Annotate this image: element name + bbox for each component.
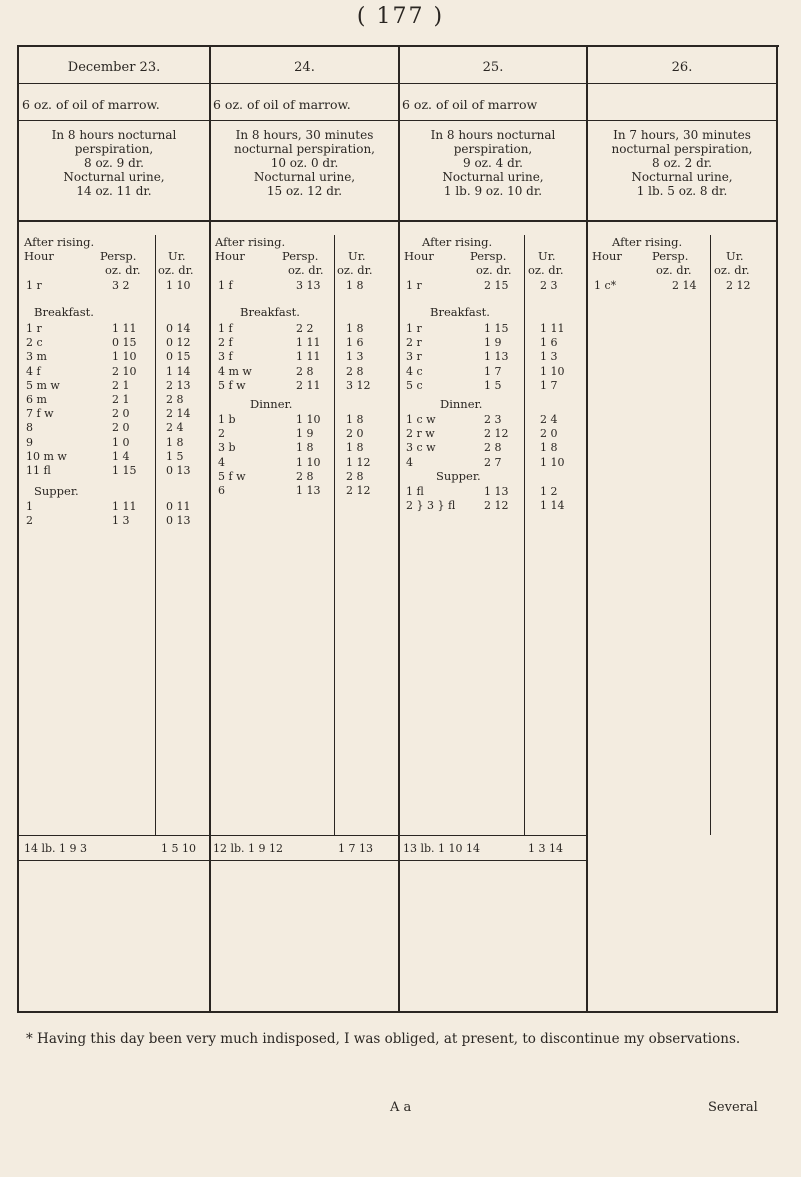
ur-cell: 1 7 [540, 378, 558, 392]
persp-cell: 0 15 [112, 336, 137, 350]
col2-date: 24. [294, 60, 315, 75]
hour-cell: 3 m [26, 350, 47, 364]
col2-hour-label: Hour [215, 249, 245, 263]
col3-hour-label: Hour [404, 249, 434, 263]
hour-cell: 4 m w [218, 364, 252, 378]
col3-nocturnal-line: In 8 hours nocturnal [430, 128, 556, 142]
hour-cell: 4 c [406, 364, 423, 378]
col3-ozdr-label: oz. dr. [476, 263, 512, 277]
ur-cell: 2 14 [166, 407, 191, 421]
col1-nocturnal-line: 14 oz. 11 dr. [76, 184, 152, 198]
col3-rising-ur: 2 3 [540, 279, 558, 292]
ur-cell: 2 8 [346, 364, 364, 378]
col2-after-rising: After rising. [215, 235, 286, 249]
col2-nocturnal-line: 10 oz. 0 dr. [270, 156, 339, 170]
hour-cell: 6 [218, 484, 225, 497]
hour-cell: 1 r [26, 322, 42, 335]
ur-cell: 1 8 [540, 441, 558, 455]
persp-cell: 1 11 [112, 322, 137, 335]
ur-cell: 2 4 [166, 421, 184, 435]
col2-ozdr-label: oz. dr. [288, 263, 324, 277]
hour-cell: 4 [406, 455, 413, 469]
col2-oil: 6 oz. of oil of marrow. [213, 97, 351, 112]
ur-cell: 2 13 [166, 378, 191, 392]
persp-cell: 2 0 [112, 407, 130, 421]
hour-cell: 2 [218, 427, 225, 441]
persp-cell: 2 8 [296, 469, 314, 483]
persp-cell: 1 0 [112, 435, 130, 449]
hour-cell: 10 m w [26, 449, 67, 463]
ur-cell: 1 14 [540, 499, 565, 513]
col2-rising-ur: 1 8 [346, 279, 364, 292]
persp-cell: 1 15 [112, 464, 137, 477]
ur-cell: 1 2 [540, 485, 558, 498]
col1-total-ur: 1 5 10 [161, 842, 196, 855]
ur-cell: 0 14 [166, 322, 191, 335]
col3-total-ur: 1 3 14 [528, 842, 563, 855]
ur-divider-4 [710, 235, 711, 835]
signature-mark: A a [390, 1100, 412, 1115]
hour-cell: 1 fl [406, 485, 424, 498]
ur-cell: 1 6 [346, 336, 364, 350]
nocturnal-row-separator [17, 220, 777, 222]
ur-cell: 1 11 [540, 322, 565, 335]
persp-cell: 2 12 [484, 499, 509, 513]
col4-date: 26. [671, 60, 693, 75]
ur-cell: 0 12 [166, 336, 191, 350]
persp-cell: 1 9 [296, 427, 314, 441]
col3-rising-hour: 1 r [406, 279, 422, 292]
ur-divider-1 [155, 235, 156, 835]
ur-cell: 0 13 [166, 464, 191, 477]
col2-ur-label: Ur. [348, 249, 366, 263]
col4-nocturnal-line: Nocturnal urine, [631, 170, 733, 184]
col4-rising-ur: 2 12 [726, 279, 751, 292]
ur-cell: 2 4 [540, 413, 558, 426]
ur-cell: 1 10 [540, 455, 565, 469]
hour-cell: 1 r [406, 322, 422, 335]
persp-cell: 1 13 [484, 485, 509, 498]
persp-cell: 2 11 [296, 378, 321, 392]
oil-row-separator [17, 120, 777, 121]
col4-ur-label: Ur. [726, 249, 744, 263]
hour-cell: 5 m w [26, 378, 60, 392]
col1-ur-ozdr-label: oz. dr. [158, 263, 194, 277]
hour-cell: 7 f w [26, 407, 54, 421]
col2-rising-hour: 1 f [218, 279, 233, 292]
ur-cell: 1 12 [346, 455, 371, 469]
hour-cell: 5 f w [218, 469, 246, 483]
persp-cell: 1 10 [296, 455, 321, 469]
hour-cell: 1 c w [406, 413, 436, 426]
ur-cell: 1 6 [540, 336, 558, 350]
persp-cell: 2 8 [296, 364, 314, 378]
ur-cell: 1 5 [166, 449, 184, 463]
col3-nocturnal-line: 1 lb. 9 oz. 10 dr. [443, 184, 543, 198]
col3-ur-label: Ur. [538, 249, 556, 263]
hour-cell: 2 c [26, 336, 43, 350]
col2-rising-persp: 3 13 [296, 279, 321, 292]
hour-cell: 3 r [406, 350, 422, 364]
col1-hour-label: Hour [24, 249, 54, 263]
persp-cell: 1 11 [112, 500, 137, 513]
col1-oil: 6 oz. of oil of marrow. [22, 97, 160, 112]
persp-cell: 1 7 [484, 364, 502, 378]
persp-cell: 1 13 [296, 484, 321, 497]
hour-cell: 8 [26, 421, 33, 435]
col3-nocturnal-line: perspiration, [453, 142, 533, 156]
hour-cell: 1 [26, 500, 33, 513]
persp-cell: 2 1 [112, 393, 130, 406]
persp-cell: 2 0 [112, 421, 130, 435]
persp-cell: 2 7 [484, 455, 502, 469]
hour-cell: 1 b [218, 413, 236, 426]
ur-cell: 1 3 [540, 350, 558, 364]
ur-cell: 1 8 [346, 413, 364, 426]
persp-cell: 1 10 [112, 350, 137, 364]
col1-nocturnal-line: In 8 hours nocturnal [51, 128, 177, 142]
col3-nocturnal-line: Nocturnal urine, [442, 170, 544, 184]
col3-total-persp: 13 lb. 1 10 14 [403, 842, 481, 855]
persp-cell: 1 9 [484, 336, 502, 350]
hour-cell: 11 fl [26, 464, 51, 477]
col2-total-ur: 1 7 13 [338, 842, 373, 855]
col1-rising-hour: 1 r [26, 279, 42, 292]
persp-cell: 2 1 [112, 378, 130, 392]
col4-nocturnal-line: 8 oz. 2 dr. [652, 156, 712, 170]
persp-cell: 2 10 [112, 364, 137, 378]
col2-ur-ozdr-label: oz. dr. [337, 263, 373, 277]
col3-date: 25. [482, 60, 504, 75]
col3-rising-persp: 2 15 [484, 279, 509, 292]
ur-cell: 1 3 [346, 350, 364, 364]
ur-cell: 1 8 [346, 322, 364, 335]
persp-cell: 1 4 [112, 449, 130, 463]
hour-cell: 6 m [26, 393, 47, 406]
col1-persp-label: Persp. [100, 249, 137, 263]
col3-oil: 6 oz. of oil of marrow [402, 97, 538, 112]
ur-cell: 2 0 [540, 427, 558, 441]
col2-dinner: Dinner. [250, 397, 293, 411]
col3-after-rising: After rising. [422, 235, 493, 249]
col2-nocturnal-line: 15 oz. 12 dr. [266, 184, 343, 198]
col1-breakfast: Breakfast. [34, 305, 94, 319]
hour-cell: 3 b [218, 441, 236, 455]
col1-total-persp: 14 lb. 1 9 3 [24, 842, 88, 855]
persp-cell: 1 15 [484, 322, 509, 335]
col4-persp-label: Persp. [652, 249, 689, 263]
col1-rising-persp: 3 2 [112, 279, 130, 292]
hour-cell: 3 c w [406, 441, 436, 455]
col4-ur-ozdr-label: oz. dr. [714, 263, 750, 277]
table-right-border [776, 45, 778, 1013]
ur-cell: 1 8 [166, 435, 184, 449]
col2-nocturnal-line: Nocturnal urine, [253, 170, 356, 184]
ur-cell: 1 14 [166, 364, 191, 378]
hour-cell: 2 f [218, 336, 233, 350]
col2-persp-label: Persp. [282, 249, 319, 263]
col1-after-rising: After rising. [24, 235, 95, 249]
ur-cell: 2 8 [166, 393, 184, 406]
col1-date: December 23. [67, 60, 161, 75]
col4-rising-hour: 1 c* [594, 279, 617, 292]
col1-ur-label: Ur. [168, 249, 186, 263]
persp-cell: 2 8 [484, 441, 502, 455]
col1-nocturnal-line: Nocturnal urine, [63, 170, 165, 184]
col4-rising-persp: 2 14 [672, 279, 697, 292]
hour-cell: 5 f w [218, 378, 246, 392]
col3-ur-ozdr-label: oz. dr. [528, 263, 564, 277]
col4-nocturnal-line: 1 lb. 5 oz. 8 dr. [636, 184, 728, 198]
persp-cell: 1 11 [296, 350, 321, 364]
col3-breakfast: Breakfast. [430, 305, 490, 319]
date-row-separator [17, 83, 777, 84]
hour-cell: 2 r w [406, 427, 435, 441]
col4-nocturnal-line: nocturnal perspiration, [611, 142, 753, 156]
hour-cell: 4 [218, 455, 225, 469]
persp-cell: 1 10 [296, 413, 321, 426]
hour-cell: 3 f [218, 350, 233, 364]
col3-persp-label: Persp. [470, 249, 507, 263]
hour-cell: 2 } 3 } fl [406, 499, 456, 513]
totals-bottom-line [17, 860, 587, 861]
hour-cell: 1 f [218, 322, 233, 335]
ur-cell: 2 0 [346, 427, 364, 441]
hour-cell: 2 r [406, 336, 422, 350]
ur-cell: 0 11 [166, 500, 191, 513]
persp-cell: 2 3 [484, 413, 502, 426]
col4-ozdr-label: oz. dr. [656, 263, 692, 277]
col1-nocturnal-line: perspiration, [74, 142, 154, 156]
hour-cell: 2 [26, 514, 33, 528]
col1-ozdr-label: oz. dr. [105, 263, 141, 277]
col1-supper: Supper. [34, 484, 79, 498]
ur-cell: 2 12 [346, 484, 371, 497]
col1-rising-ur: 1 10 [166, 279, 191, 292]
col4-nocturnal-line: In 7 hours, 30 minutes [613, 128, 751, 142]
ur-divider-2 [334, 235, 335, 835]
hour-cell: 9 [26, 435, 33, 449]
page-number: ( 177 ) [356, 4, 445, 29]
col3-nocturnal-line: 9 oz. 4 dr. [463, 156, 523, 170]
col4-hour-label: Hour [592, 249, 622, 263]
ur-cell: 2 8 [346, 469, 364, 483]
ur-cell: 0 13 [166, 514, 191, 528]
persp-cell: 1 8 [296, 441, 314, 455]
col2-nocturnal-line: In 8 hours, 30 minutes [235, 128, 374, 142]
persp-cell: 2 12 [484, 427, 509, 441]
col2-breakfast: Breakfast. [240, 305, 300, 319]
ur-cell: 1 10 [540, 364, 565, 378]
persp-cell: 1 3 [112, 514, 130, 528]
col2-total-persp: 12 lb. 1 9 12 [213, 842, 284, 855]
ur-cell: 1 8 [346, 441, 364, 455]
persp-cell: 1 13 [484, 350, 509, 364]
col4-after-rising: After rising. [612, 235, 683, 249]
ur-divider-3 [524, 235, 525, 835]
hour-cell: 5 c [406, 378, 423, 392]
footnote: * Having this day been very much indisposed, I was obliged, at present, to discontinue my observations. [26, 1031, 741, 1047]
catchword: Several [708, 1100, 758, 1115]
persp-cell: 1 11 [296, 336, 321, 350]
col3-dinner: Dinner. [440, 397, 483, 411]
persp-cell: 1 5 [484, 378, 502, 392]
col3-supper: Supper. [436, 469, 481, 483]
col2-nocturnal-line: nocturnal perspiration, [233, 142, 375, 156]
hour-cell: 4 f [26, 364, 41, 378]
ur-cell: 0 15 [166, 350, 191, 364]
col1-nocturnal-line: 8 oz. 9 dr. [84, 156, 144, 170]
totals-separator [17, 835, 587, 836]
persp-cell: 2 2 [296, 322, 314, 335]
ur-cell: 3 12 [346, 378, 371, 392]
